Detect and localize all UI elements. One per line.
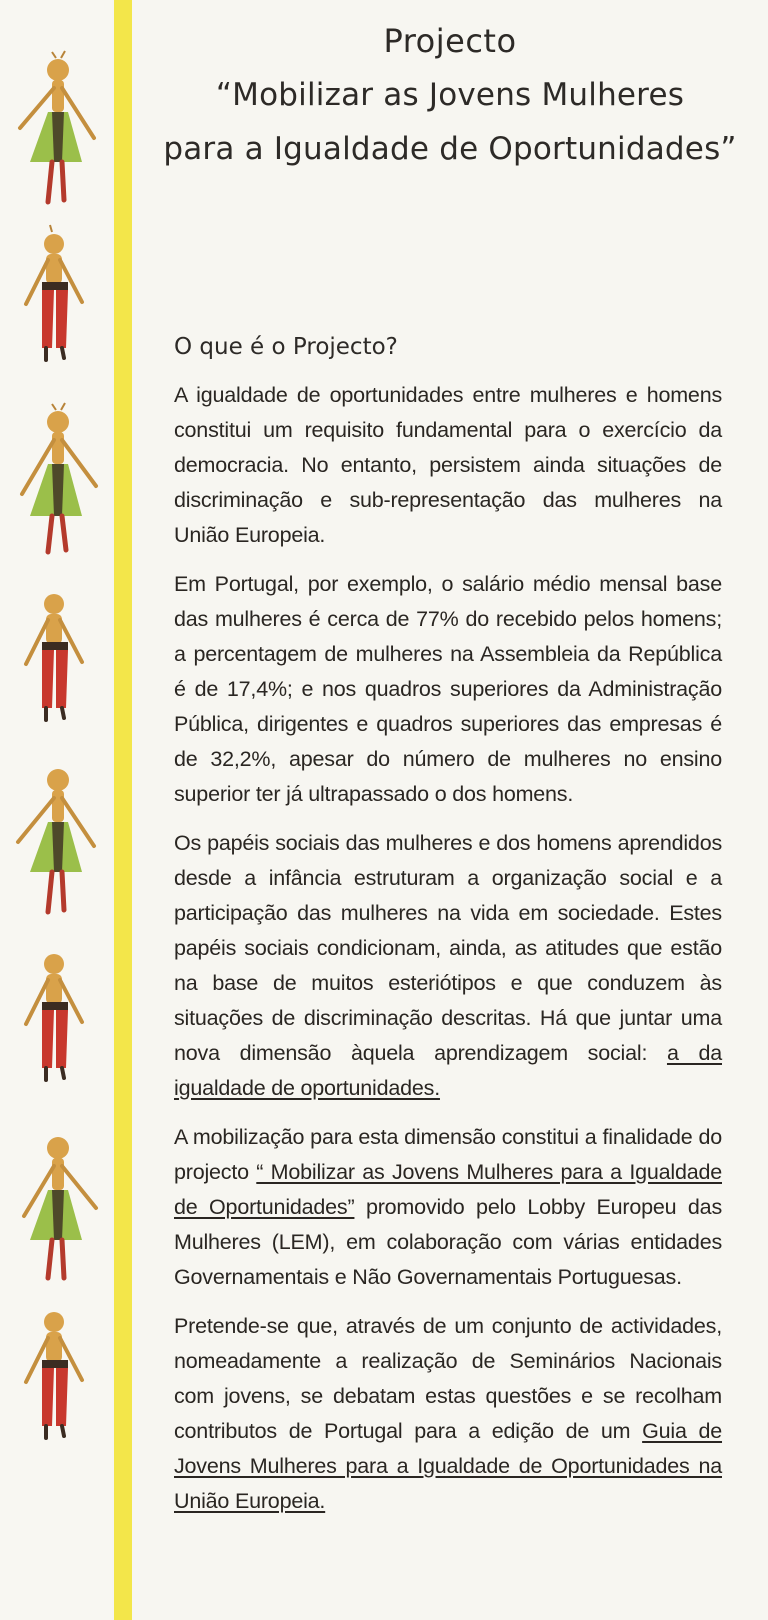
title-line-3: para a Igualdade de Oportunidades” bbox=[163, 131, 737, 167]
page-content bbox=[132, 0, 768, 1620]
guide-title-underlined: Guia de Jovens Mulheres para a Igualdade de Oportunidades na União Europeia. bbox=[174, 1419, 723, 1513]
paragraph-3 bbox=[174, 826, 722, 1106]
yellow-divider-bar bbox=[114, 0, 132, 1620]
paragraph-2: Em Portugal, por exemplo, o salário médio mensal base das mulheres é cerca de 77% do recebido pelos homens; a percentagem de mulheres na Assembleia da República é de 17,4%; e nos quadros superiores da Administração Pública, dirigentes e quadros superiores das empresas é de 32,2%, apesar do número de mulheres no ensino superior ter já ultrapassado o dos homens. bbox=[174, 572, 722, 806]
project-name-underlined: “ Mobilizar as Jovens Mulheres para a Igualdade de Oportunidades” bbox=[174, 1160, 722, 1219]
paragraph-1: A igualdade de oportunidades entre mulheres e homens constitui um requisito fundamental para o exercício da democracia. No entanto, persistem ainda situações de discriminação e sub-representação das mulheres na União Europeia. bbox=[174, 383, 722, 547]
doll-icon bbox=[8, 50, 104, 210]
doll-icon bbox=[8, 1300, 104, 1460]
doll-icon bbox=[8, 942, 104, 1102]
title-line-2: “Mobilizar as Jovens Mulheres bbox=[215, 77, 685, 113]
section-body bbox=[174, 330, 722, 1533]
paragraph-5-text: Pretende-se que, através de um conjunto de actividades, nomeadamente a realização de Seminários Nacionais com jovens, se debatam estas questões e se recolham contributos de Portugal para a edição de um bbox=[174, 1314, 722, 1443]
paragraph-3-text: Os papéis sociais das mulheres e dos homens aprendidos desde a infância estruturam a organização social e a participação das mulheres na vida em sociedade. Estes papéis sociais condicionam, ainda, as atitudes que estão na base de muitos esteriótipos e que conduzem às situações de discriminação descritas. Há que juntar uma nova dimensão àquela aprendizagem social: bbox=[174, 831, 722, 1065]
decorative-border bbox=[0, 0, 112, 1620]
doll-icon bbox=[8, 222, 104, 382]
paragraph-5 bbox=[174, 1309, 722, 1519]
section-heading: O que é o Projecto? bbox=[174, 334, 398, 360]
page-title bbox=[132, 14, 768, 176]
underlined-phrase: a da igualdade de oportunidades. bbox=[174, 1041, 722, 1100]
doll-icon bbox=[8, 1128, 104, 1288]
paragraph-4 bbox=[174, 1120, 722, 1295]
paragraph-4-text-before: A mobilização para esta dimensão constitui a finalidade do projecto bbox=[174, 1125, 722, 1184]
title-line-1: Projecto bbox=[383, 22, 517, 60]
doll-icon bbox=[8, 582, 104, 742]
doll-icon bbox=[8, 760, 104, 920]
doll-icon bbox=[8, 402, 104, 562]
paragraph-4-text-after: promovido pelo Lobby Europeu das Mulheres (LEM), em colaboração com várias entidades Governamentais e Não Governamentais Portuguesas. bbox=[174, 1195, 722, 1289]
